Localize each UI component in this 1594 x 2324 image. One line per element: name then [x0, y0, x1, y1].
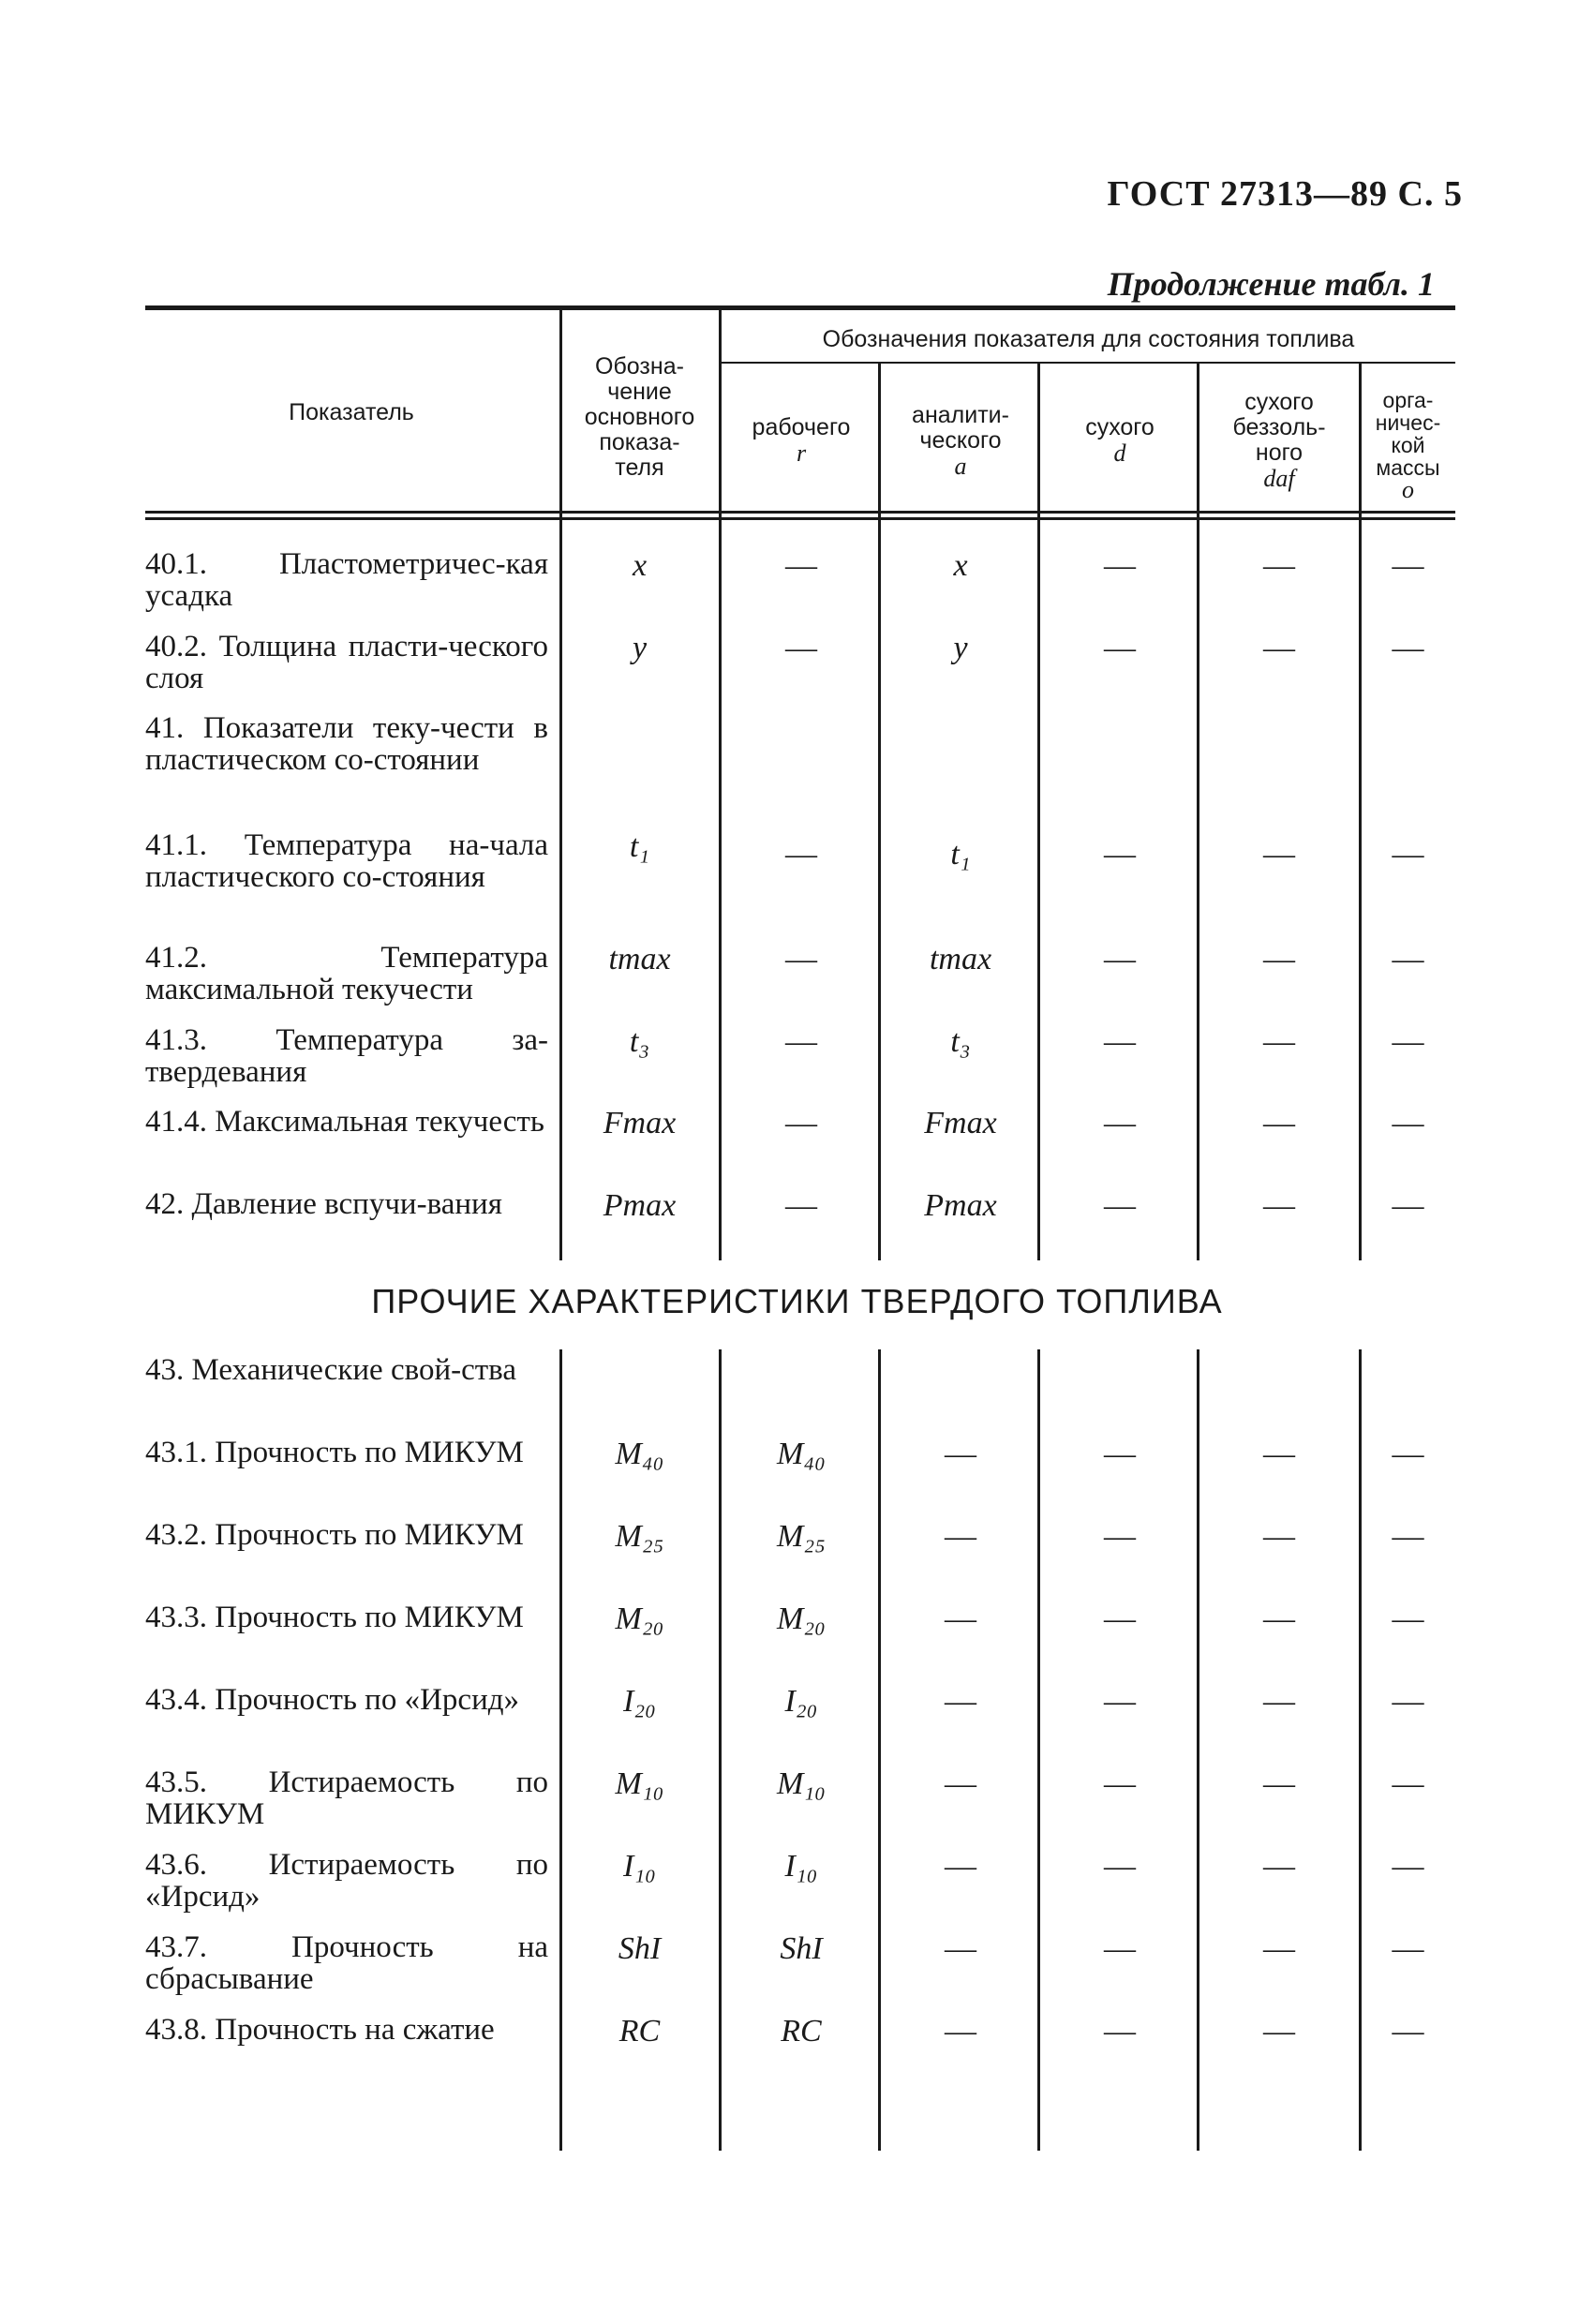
- header-state-dry-ash-free: [1199, 370, 1359, 511]
- cell-organic: —: [1392, 548, 1424, 583]
- cell-daf: —: [1263, 1519, 1295, 1554]
- header-state-daf-label: сухого беззоль- ного: [1232, 389, 1326, 466]
- cell-dry: —: [1104, 631, 1136, 665]
- header-state-analytical-label: аналити- ческого: [912, 401, 1009, 454]
- cell-organic: —: [1392, 1437, 1424, 1471]
- cell-working: RC: [781, 2014, 822, 2048]
- row-name: 43.5. Истираемость по МИКУМ: [145, 1765, 548, 1831]
- cell-daf: —: [1263, 1766, 1295, 1801]
- cell-daf: —: [1263, 1849, 1295, 1884]
- row-name: 43.4. Прочность по «Ирсид»: [145, 1683, 520, 1717]
- cell-designation: Fmax: [603, 1106, 677, 1140]
- cell-organic: —: [1392, 1849, 1424, 1884]
- header-state-working-symbol: r: [796, 439, 807, 467]
- header-state-group: Обозначения показателя для состояния топлива: [822, 326, 1355, 352]
- cell-dry: —: [1104, 1106, 1136, 1140]
- row-name: 43.1. Прочность по МИКУМ: [145, 1436, 524, 1469]
- cell-daf: —: [1263, 1437, 1295, 1471]
- cell-working: M₁₀: [777, 1766, 826, 1801]
- row-name: 41.3. Температура за-твердевания: [145, 1023, 548, 1089]
- section-title: ПРОЧИЕ ХАРАКТЕРИСТИКИ ТВЕРДОГО ТОПЛИВА: [371, 1282, 1223, 1320]
- cell-designation: M₄₀: [615, 1437, 664, 1471]
- cell-analytical: —: [945, 1931, 976, 1966]
- cell-daf: —: [1263, 2014, 1295, 2048]
- row-name: 40.2. Толщина пласти-ческого слоя: [145, 630, 548, 695]
- cell-analytical: tmax: [929, 942, 992, 976]
- row-name: 41.4. Максимальная текучесть: [145, 1105, 544, 1139]
- cell-analytical: t₁: [950, 837, 971, 872]
- cell-working: I₁₀: [784, 1849, 818, 1884]
- cell-dry: —: [1104, 2014, 1136, 2048]
- cell-analytical: Pmax: [924, 1188, 997, 1223]
- cell-designation: y: [632, 631, 648, 665]
- header-state-dry-symbol: d: [1113, 439, 1126, 467]
- cell-dry: —: [1104, 1766, 1136, 1801]
- cell-analytical: —: [945, 1601, 976, 1636]
- row-name: 43.6. Истираемость по «Ирсид»: [145, 1848, 548, 1914]
- cell-designation: t₃: [629, 1024, 650, 1059]
- cell-analytical: —: [945, 1684, 976, 1719]
- header-bottom-double-rule: [145, 511, 1455, 520]
- cell-analytical: —: [945, 2014, 976, 2048]
- row-name: 43.7. Прочность на сбрасывание: [145, 1930, 548, 1996]
- cell-organic: —: [1392, 1024, 1424, 1059]
- cell-daf: —: [1263, 548, 1295, 583]
- cell-daf: —: [1263, 631, 1295, 665]
- cell-analytical: —: [945, 1766, 976, 1801]
- cell-organic: —: [1392, 1766, 1424, 1801]
- cell-dry: —: [1104, 1684, 1136, 1719]
- cell-working: M₄₀: [777, 1437, 826, 1471]
- table-top-rule: [145, 305, 1455, 310]
- row-name: 43.3. Прочность по МИКУМ: [145, 1601, 524, 1634]
- cell-designation: I₂₀: [623, 1684, 656, 1719]
- cell-organic: —: [1392, 1931, 1424, 1966]
- header-state-organic-label: орга- ничес- кой массы: [1375, 388, 1441, 480]
- row-name: 41. Показатели теку-чести в пластическом со-стоянии: [145, 711, 548, 777]
- header-state-analytical: [881, 370, 1040, 511]
- cell-designation: t₁: [629, 829, 650, 864]
- header-indicator: Показатель: [289, 398, 414, 425]
- table-continuation-label: Продолжение табл. 1: [1107, 265, 1435, 303]
- header-state-organic-symbol: o: [1402, 476, 1414, 503]
- header-state-daf-symbol: daf: [1263, 465, 1295, 492]
- cell-daf: —: [1263, 1024, 1295, 1059]
- cell-working: M₂₅: [777, 1519, 826, 1554]
- cell-daf: —: [1263, 1931, 1295, 1966]
- cell-organic: —: [1392, 942, 1424, 976]
- cell-organic: —: [1392, 2014, 1424, 2048]
- header-state-analytical-symbol: a: [954, 452, 967, 480]
- cell-designation: M₂₅: [615, 1519, 664, 1554]
- cell-working: —: [785, 942, 817, 976]
- cell-designation: RC: [618, 2014, 661, 2048]
- cell-working: I₂₀: [784, 1684, 818, 1719]
- cell-dry: —: [1104, 1601, 1136, 1636]
- cell-working: —: [785, 548, 817, 583]
- cell-designation: M₁₀: [615, 1766, 664, 1801]
- row-name: 42. Давление вспучи-вания: [145, 1187, 502, 1221]
- cell-organic: —: [1392, 1601, 1424, 1636]
- cell-dry: —: [1104, 837, 1136, 872]
- header-state-dry: [1040, 370, 1199, 511]
- cell-designation: x: [632, 548, 648, 583]
- cell-daf: —: [1263, 1188, 1295, 1223]
- cell-organic: —: [1392, 1519, 1424, 1554]
- cell-organic: —: [1392, 631, 1424, 665]
- cell-designation: Pmax: [603, 1188, 677, 1223]
- cell-daf: —: [1263, 942, 1295, 976]
- cell-dry: —: [1104, 1024, 1136, 1059]
- cell-working: —: [785, 1106, 817, 1140]
- cell-dry: —: [1104, 1437, 1136, 1471]
- cell-daf: —: [1263, 1601, 1295, 1636]
- cell-organic: —: [1392, 1684, 1424, 1719]
- header-state-organic: [1361, 375, 1455, 515]
- cell-analytical: x: [953, 548, 968, 583]
- row-name: 43. Механические свой-ства: [145, 1353, 516, 1387]
- row-name: 43.8. Прочность на сжатие: [145, 2013, 495, 2047]
- cell-dry: —: [1104, 942, 1136, 976]
- row-name: 41.1. Температура на-чала пластического со-стояния: [145, 828, 548, 894]
- cell-analytical: —: [945, 1849, 976, 1884]
- row-name: 41.2. Температура максимальной текучести: [145, 941, 548, 1006]
- cell-daf: —: [1263, 1684, 1295, 1719]
- cell-dry: —: [1104, 1931, 1136, 1966]
- cell-designation: I₁₀: [623, 1849, 656, 1884]
- cell-daf: —: [1263, 837, 1295, 872]
- header-designation: Обозна- чение основного показа- теля: [584, 352, 695, 481]
- cell-daf: —: [1263, 1106, 1295, 1140]
- cell-designation: ShI: [618, 1931, 662, 1966]
- cell-designation: M₂₀: [615, 1601, 664, 1636]
- cell-designation: tmax: [608, 942, 671, 976]
- cell-dry: —: [1104, 548, 1136, 583]
- cell-analytical: y: [953, 631, 968, 665]
- cell-analytical: Fmax: [924, 1106, 997, 1140]
- cell-dry: —: [1104, 1188, 1136, 1223]
- row-name: 43.2. Прочность по МИКУМ: [145, 1518, 524, 1552]
- cell-working: —: [785, 631, 817, 665]
- cell-organic: —: [1392, 1106, 1424, 1140]
- cell-working: —: [785, 1188, 817, 1223]
- cell-organic: —: [1392, 837, 1424, 872]
- cell-analytical: —: [945, 1519, 976, 1554]
- header-group-rule: [720, 362, 1455, 364]
- cell-working: —: [785, 837, 817, 872]
- cell-working: —: [785, 1024, 817, 1059]
- document-reference: ГОСТ 27313—89 С. 5: [1107, 174, 1463, 214]
- cell-dry: —: [1104, 1849, 1136, 1884]
- header-state-working: [722, 370, 881, 511]
- cell-organic: —: [1392, 1188, 1424, 1223]
- header-state-dry-label: сухого: [1085, 414, 1155, 440]
- cell-analytical: t₃: [950, 1024, 971, 1059]
- header-state-working-label: рабочего: [752, 414, 851, 440]
- cell-dry: —: [1104, 1519, 1136, 1554]
- row-name: 40.1. Пластометричес-кая усадка: [145, 547, 548, 613]
- cell-working: M₂₀: [777, 1601, 826, 1636]
- cell-working: ShI: [780, 1931, 823, 1966]
- cell-analytical: —: [945, 1437, 976, 1471]
